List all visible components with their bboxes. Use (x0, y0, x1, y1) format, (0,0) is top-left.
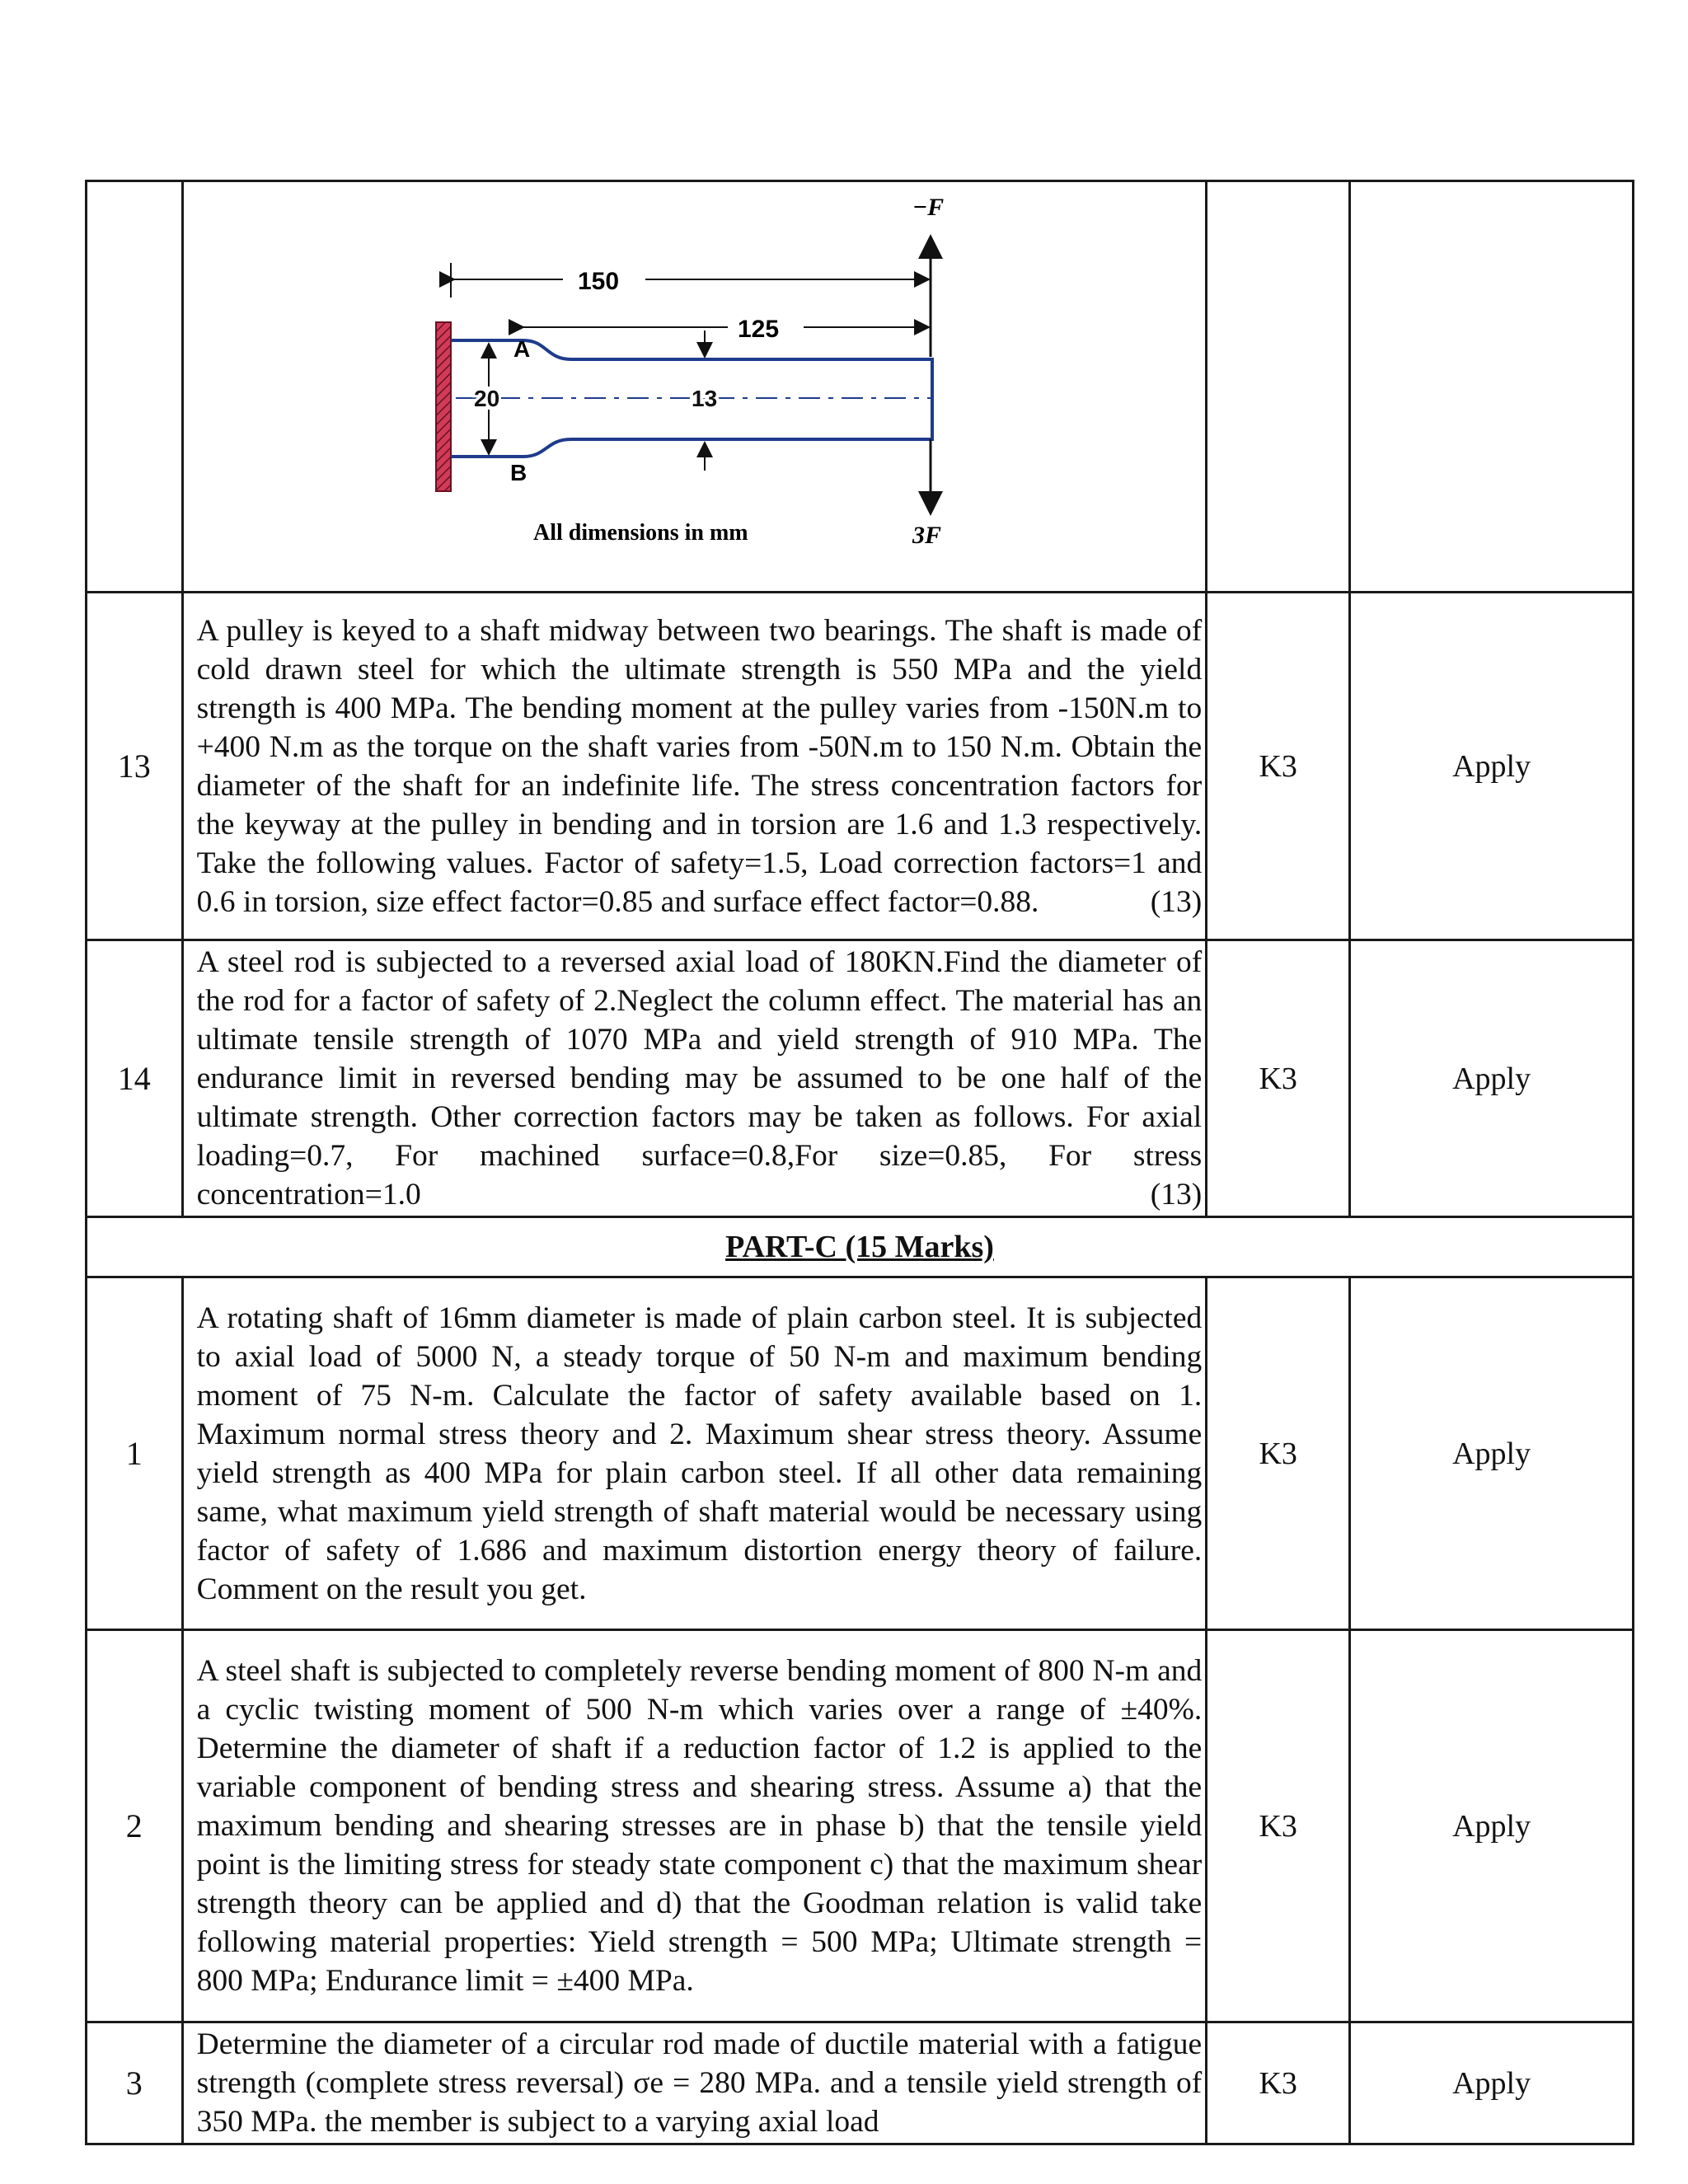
question-row (87, 1277, 1634, 1630)
fixed-wall (436, 322, 451, 491)
question-table (85, 180, 1634, 2145)
question-number: 2 (87, 1630, 183, 2022)
competence-level: Apply (1350, 593, 1634, 940)
knowledge-level: K3 (1207, 593, 1350, 940)
knowledge-level: K3 (1207, 2022, 1350, 2144)
dim-150-label: 150 (577, 268, 619, 295)
question-row (87, 1630, 1634, 2022)
competence-level: Apply (1350, 940, 1634, 1217)
question-row (87, 2022, 1634, 2144)
shaft-figure-cell (182, 181, 1207, 593)
question-row (87, 593, 1634, 940)
question-number: 14 (87, 940, 183, 1217)
question-text: A steel shaft is subjected to completely reverse bending moment of 800 N-m and a cyclic twisting moment of 500 N-m which varies over a range of ±40%. Determine the diameter of shaft if a reduction factor of 1.2 is applied to the variable component of bending stress and shearing stress. Assume a) that the maximum bending and shearing stresses are in phase b) that the tensile yield point is the limiting stress for steady state component c) that the maximum shear strength theory can be applied and d) that the Goodman relation is valid take following material properties: Yield strength = 500 MPa; Ultimate strength = 800 MPa; Endurance limit = ±400 MPa. (196, 1654, 1203, 1998)
point-a-label: A (513, 336, 530, 362)
figure-row-k-cell (1207, 181, 1350, 593)
knowledge-level: K3 (1207, 1630, 1350, 2022)
figure-row-level-cell (1350, 181, 1634, 593)
part-c-heading: PART-C (15 Marks) (87, 1217, 1634, 1277)
question-number: 3 (87, 2022, 183, 2144)
dim-20-label: 20 (473, 386, 499, 411)
figure-row-number-cell (87, 181, 183, 593)
competence-level: Apply (1350, 1277, 1634, 1630)
question-text: A pulley is keyed to a shaft midway between two bearings. The shaft is made of cold drawn steel for which the ultimate strength is 550 MPa and the yield strength is 400 MPa. The bending moment at the pulley varies from -150N.m to +400 N.m as the torque on the shaft varies from -50N.m to 150 N.m. Obtain the diameter of the shaft for an indefinite life. The stress concentration factors for the keyway at the pulley in bending and in torsion are 1.6 and 1.3 respectively. Take the following values. Factor of safety=1.5, Load correction factors=1 and 0.6 in torsion, size effect factor=0.85 and surface effect factor=0.88. (13) (184, 610, 1206, 923)
question-marks: (13) (1150, 884, 1203, 919)
question-text: A steel rod is subjected to a reversed axial load of 180KN.Find the diameter of the rod for a factor of safety of 2.Neglect the column effect. The material has an ultimate tensile strength of 1070 MPa and yield strength of 910 MPa. The endurance limit in reversed bending may be assumed to be one half of the ultimate strength. Other correction factors may be taken as follows. For axial loading=0.7, For machined surface=0.8,For size=0.85, For stress concentration=1.0 (13) (184, 941, 1206, 1216)
knowledge-level: K3 (1207, 940, 1350, 1217)
question-marks: (13) (1150, 1178, 1203, 1212)
part-header-row (87, 1217, 1634, 1277)
question-number: 1 (87, 1277, 183, 1630)
knowledge-level: K3 (1207, 1277, 1350, 1630)
force-top-label: −F (912, 194, 944, 221)
question-cell (182, 1277, 1207, 1630)
question-cell (182, 940, 1207, 1217)
question-row (87, 940, 1634, 1217)
figure-caption: All dimensions in mm (532, 520, 748, 546)
question-cell (182, 1630, 1207, 2022)
competence-level: Apply (1350, 1630, 1634, 2022)
competence-level: Apply (1350, 2022, 1634, 2144)
figure-row (87, 181, 1634, 593)
point-b-label: B (509, 460, 527, 485)
question-cell (182, 2022, 1207, 2144)
question-text: Determine the diameter of a circular rod made of ductile material with a fatigue strength (complete stress reversal) σe = 280 MPa. and a tensile yield strength of 350 MPa. the member is subject to a varying axial load (196, 2027, 1203, 2139)
dim-125-label: 125 (737, 316, 779, 343)
force-bottom-label: 3F (912, 522, 941, 549)
dim-13-label: 13 (691, 386, 717, 411)
stepped-shaft-figure (184, 182, 1203, 591)
question-cell (182, 593, 1207, 940)
question-number: 13 (87, 593, 183, 940)
question-text: A rotating shaft of 16mm diameter is made of plain carbon steel. It is subjected to axial load of 5000 N, a steady torque of 50 N-m and maximum bending moment of 75 N-m. Calculate the factor of safety available based on 1. Maximum normal stress theory and 2. Maximum shear stress theory. Assume yield strength as 400 MPa for plain carbon steel. If all other data remaining same, what maximum yield strength of shaft material would be necessary using factor of safety of 1.686 and maximum distortion energy theory of failure. Comment on the result you get. (196, 1301, 1203, 1606)
